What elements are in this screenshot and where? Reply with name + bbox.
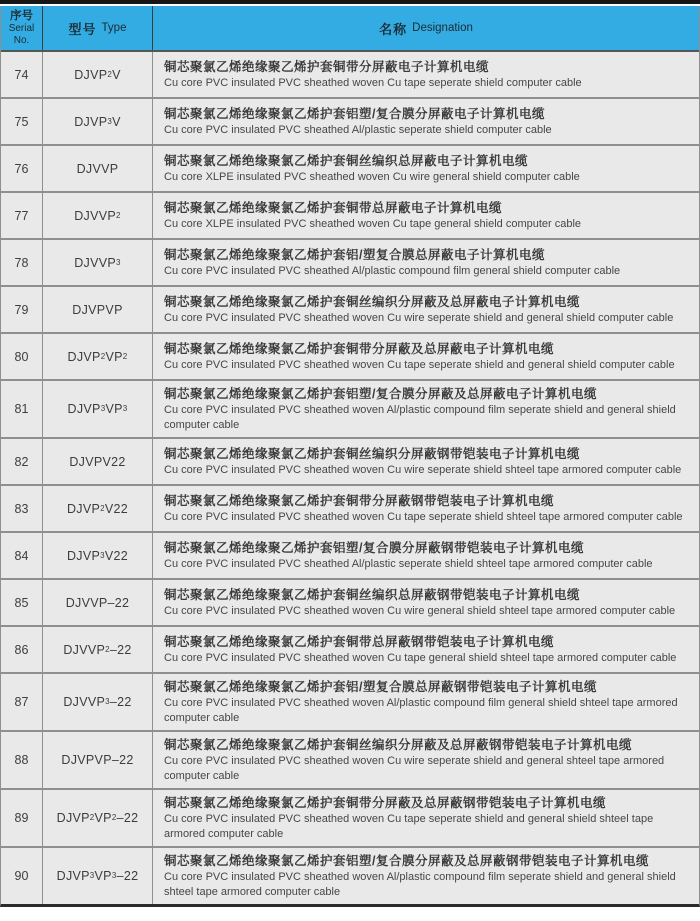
serial-cell: 83: [1, 486, 43, 531]
type-cell: DJVPVP–22: [43, 732, 153, 788]
table-row: [1, 99, 699, 146]
serial-cell: 79: [1, 287, 43, 332]
type-cell: DJVVP: [43, 146, 153, 191]
serial-cell: 87: [1, 674, 43, 730]
designation-zh: 铜芯聚氯乙烯绝缘聚氯乙烯护套铝塑/复合膜分屏蔽及总屏蔽钢带铠装电子计算机电缆: [164, 854, 649, 868]
designation-en: Cu core PVC insulated PVC sheathed woven Al/plastic compound film general shield shteel tape armored computer cable: [164, 697, 678, 724]
designation-en: Cu core PVC insulated PVC sheathed Al/plastic compound film general shield computer cable: [164, 264, 621, 277]
type-cell: DJVVP 2 –22: [43, 627, 153, 672]
designation-zh: 铜芯聚氯乙烯绝缘聚氯乙烯护套铝塑/复合膜分屏蔽及总屏蔽电子计算机电缆: [164, 387, 597, 401]
designation-cell: [153, 486, 699, 531]
designation-cell: [153, 627, 699, 672]
designation-zh: 铜芯聚氯乙烯绝缘聚氯乙烯护套铜带分屏蔽及总屏蔽电子计算机电缆: [164, 341, 555, 356]
table-row: [1, 146, 699, 193]
designation-cell: [153, 193, 699, 238]
designation-cell: [153, 790, 699, 846]
designation-zh: 铜芯聚氯乙烯绝缘聚氯乙烯护套铜丝编织总屏蔽钢带铠装电子计算机电缆: [164, 587, 581, 602]
designation-en: Cu core PVC insulated PVC sheathed woven Al/plastic compound film seperate shield and general shield computer cable: [164, 404, 676, 431]
type-cell: DJVVP 3 –22: [43, 674, 153, 730]
designation-zh: 铜芯聚氯乙烯绝缘聚氯乙烯护套铝塑/复合膜分屏蔽电子计算机电缆: [164, 106, 545, 121]
serial-cell: 85: [1, 580, 43, 625]
designation-zh: 铜芯聚氯乙烯绝缘聚氯乙烯护套铜带分屏蔽及总屏蔽钢带铠装电子计算机电缆: [164, 796, 607, 810]
designation-cell: [153, 674, 699, 730]
header-designation-en: Designation: [412, 22, 473, 34]
table-row: [1, 193, 699, 240]
table-body: [1, 52, 699, 904]
type-cell: DJVVP 2: [43, 193, 153, 238]
designation-en: Cu core XLPE insulated PVC sheathed woven Cu wire general shield computer cable: [164, 170, 580, 183]
type-cell: DJVVP 3: [43, 240, 153, 285]
header-type-en: Type: [101, 22, 127, 34]
designation-zh: 铜芯聚氯乙烯绝缘聚氯乙烯护套铜带总屏蔽钢带铠装电子计算机电缆: [164, 634, 555, 649]
designation-zh: 铜芯聚氯乙烯绝缘聚乙烯护套铜带分屏蔽电子计算机电缆: [164, 59, 490, 74]
designation-zh: 铜芯聚氯乙烯绝缘聚氯乙烯护套铜带总屏蔽电子计算机电缆: [164, 200, 503, 215]
designation-en: Cu core PVC insulated PVC sheathed woven Cu tape general shield shteel tape armored computer cable: [164, 651, 677, 664]
header-serial-no: [1, 6, 43, 50]
table-row: [1, 381, 699, 439]
header-serial-en1: Serial: [8, 23, 35, 34]
serial-cell: 74: [1, 52, 43, 97]
header-serial-zh: 序号: [10, 10, 33, 22]
designation-en: Cu core PVC insulated PVC sheathed woven Cu wire seperate shield and general shteel tape armored computer cable: [164, 755, 665, 782]
designation-en: Cu core PVC insulated PVC sheathed woven Cu wire general shield shteel tape armored computer cable: [164, 604, 676, 617]
designation-en: Cu core PVC insulated PVC sheathed woven Cu tape seperate shield computer cable: [164, 76, 582, 89]
serial-cell: 81: [1, 381, 43, 437]
table-row: [1, 486, 699, 533]
designation-en: Cu core PVC insulated PVC sheathed woven Al/plastic compound film seperate shield and general shield shteel tape armored computer cable: [164, 871, 676, 898]
designation-en: Cu core PVC insulated PVC sheathed woven Cu wire seperate shield shteel tape armored computer cable: [164, 463, 682, 476]
designation-en: Cu core XLPE insulated PVC sheathed woven Cu tape general shield computer cable: [164, 217, 582, 230]
type-cell: DJVP 3 VP 3: [43, 381, 153, 437]
header-serial-en2: No.: [13, 34, 30, 46]
designation-cell: [153, 334, 699, 379]
top-rule: [0, 0, 700, 4]
type-cell: DJVP 2 VP 2: [43, 334, 153, 379]
header-designation: [153, 6, 699, 50]
header-designation-zh: 名称: [379, 21, 408, 37]
header-type: [43, 6, 153, 50]
serial-cell: 80: [1, 334, 43, 379]
designation-en: Cu core PVC insulated PVC sheathed woven Cu tape seperate shield and general shield computer cable: [164, 358, 675, 371]
designation-cell: [153, 287, 699, 332]
designation-en: Cu core PVC insulated PVC sheathed Al/plastic seperate shield shteel tape armored computer cable: [164, 557, 653, 570]
designation-cell: [153, 52, 699, 97]
type-cell: DJVP 3 V22: [43, 533, 153, 578]
serial-cell: 78: [1, 240, 43, 285]
designation-zh: 铜芯聚氯乙烯绝缘聚氯乙烯护套铝/塑复合膜总屏蔽电子计算机电缆: [164, 247, 545, 262]
serial-cell: 82: [1, 439, 43, 484]
designation-zh: 铜芯聚氯乙烯绝缘聚氯乙烯护套铜带分屏蔽钢带铠装电子计算机电缆: [164, 493, 555, 508]
table-row: [1, 732, 699, 790]
cable-spec-table: [0, 6, 700, 907]
designation-zh: 铜芯聚氯乙烯绝缘聚氯乙烯护套铝/塑复合膜总屏蔽钢带铠装电子计算机电缆: [164, 680, 597, 694]
designation-cell: [153, 732, 699, 788]
serial-cell: 90: [1, 848, 43, 904]
designation-en: Cu core PVC insulated PVC sheathed woven Cu wire seperate shield and general shield computer cable: [164, 311, 674, 324]
table-row: [1, 240, 699, 287]
table-header-row: [1, 6, 699, 52]
designation-cell: [153, 240, 699, 285]
designation-zh: 铜芯聚氯乙烯绝缘聚氯乙烯护套铜丝编织总屏蔽电子计算机电缆: [164, 153, 529, 168]
designation-cell: [153, 848, 699, 904]
serial-cell: 76: [1, 146, 43, 191]
serial-cell: 84: [1, 533, 43, 578]
table-row: [1, 627, 699, 674]
table-row: [1, 52, 699, 99]
designation-cell: [153, 381, 699, 437]
designation-en: Cu core PVC insulated PVC sheathed Al/plastic seperate shield computer cable: [164, 123, 552, 136]
designation-zh: 铜芯聚氯乙烯绝缘聚氯乙烯护套铜丝编织分屏蔽及总屏蔽钢带铠装电子计算机电缆: [164, 738, 633, 752]
designation-en: Cu core PVC insulated PVC sheathed woven Cu tape seperate shield shteel tape armored computer cable: [164, 510, 683, 523]
designation-en: Cu core PVC insulated PVC sheathed woven Cu tape seperate shield and general shield shteel tape armored computer cable: [164, 813, 654, 840]
serial-cell: 88: [1, 732, 43, 788]
serial-cell: 89: [1, 790, 43, 846]
table-row: [1, 674, 699, 732]
type-cell: DJVP 3 VP 3 –22: [43, 848, 153, 904]
table-row: [1, 334, 699, 381]
designation-zh: 铜芯聚氯乙烯绝缘聚乙烯护套铝塑/复合膜分屏蔽钢带铠装电子计算机电缆: [164, 540, 584, 555]
type-cell: DJVP 2 VP 2 –22: [43, 790, 153, 846]
table-row: [1, 533, 699, 580]
table-row: [1, 580, 699, 627]
designation-cell: [153, 533, 699, 578]
designation-cell: [153, 146, 699, 191]
type-cell: DJVP 2 V22: [43, 486, 153, 531]
serial-cell: 86: [1, 627, 43, 672]
type-cell: DJVVP–22: [43, 580, 153, 625]
type-cell: DJVPVP: [43, 287, 153, 332]
designation-cell: [153, 439, 699, 484]
designation-cell: [153, 580, 699, 625]
header-type-zh: 型号: [68, 21, 97, 37]
table-row: [1, 790, 699, 848]
type-cell: DJVPV22: [43, 439, 153, 484]
type-cell: DJVP 2 V: [43, 52, 153, 97]
serial-cell: 75: [1, 99, 43, 144]
type-cell: DJVP 3 V: [43, 99, 153, 144]
table-row: [1, 439, 699, 486]
serial-cell: 77: [1, 193, 43, 238]
designation-cell: [153, 99, 699, 144]
designation-zh: 铜芯聚氯乙烯绝缘聚氯乙烯护套铜丝编织分屏蔽钢带铠装电子计算机电缆: [164, 446, 581, 461]
table-row: [1, 848, 699, 904]
designation-zh: 铜芯聚氯乙烯绝缘聚氯乙烯护套铜丝编织分屏蔽及总屏蔽电子计算机电缆: [164, 294, 581, 309]
table-row: [1, 287, 699, 334]
